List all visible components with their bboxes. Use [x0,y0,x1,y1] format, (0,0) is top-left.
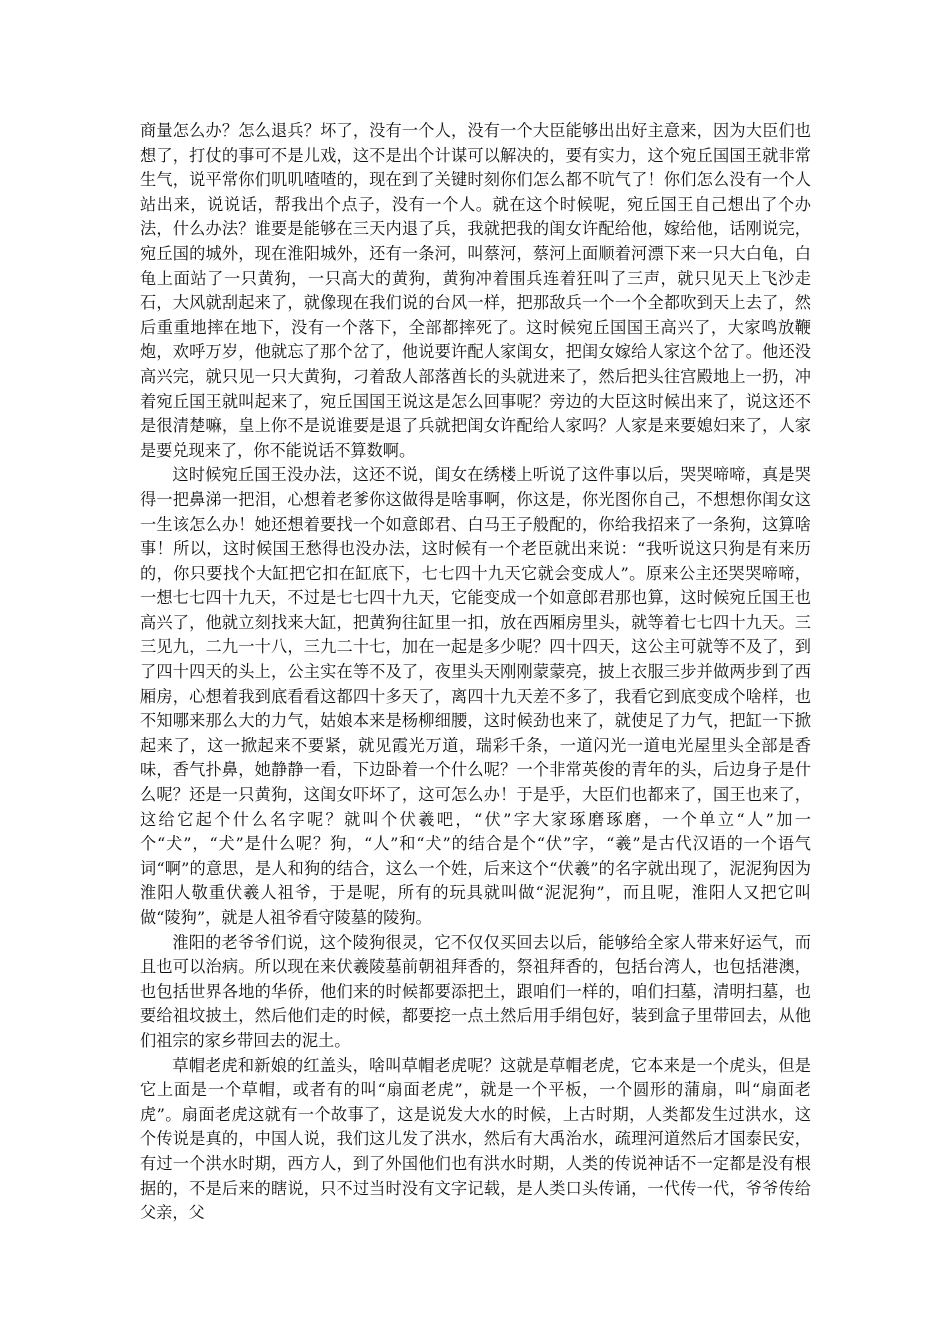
document-body [140,119,811,1226]
paragraph-3: 淮阳的老爷爷们说，这个陵狗很灵，它不仅仅买回去以后，能够给全家人带来好运气，而且也可以治病。所以现在来伏羲陵墓前朝祖拜香的，祭祖拜香的，包括台湾人，也包括港澳，也包括世界各地的华侨，他们来的时候都要添把土，跟咱们一样的，咱们扫墓，清明扫墓，也要给祖坟披土，然后他们走的时候，都要挖一点土然后用手绢包好，装到盒子里带回去，从他们祖宗的家乡带回去的泥土。 [140,932,811,1050]
paragraph-4: 草帽老虎和新娘的红盖头，啥叫草帽老虎呢？这就是草帽老虎，它本来是一个虎头，但是它上面是一个草帽，或者有的叫“扇面老虎”，就是一个平板，一个圆形的蒲扇，叫“扇面老虎”。扇面老虎这就有一个故事了，这是说发大水的时候，上古时期，人类都发生过洪水，这个传说是真的，中国人说，我们这儿发了洪水，然后有大禹治水，疏理河道然后才国泰民安，有过一个洪水时期，西方人，到了外国他们也有洪水时期，人类的传说神话不一定都是没有根据的，不是后来的瞎说，只不过当时没有文字记载，是人类口头传诵，一代传一代，爷爷传给父亲，父 [140,1055,811,1223]
paragraph-1: 商量怎么办？怎么退兵？坏了，没有一个人，没有一个大臣能够出出好主意来，因为大臣们也想了，打仗的事可不是儿戏，这不是出个计谋可以解决的，要有实力，这个宛丘国国王就非常生气，说平常你们叽叽喳喳的，现在到了关键时刻你们怎么都不吭气了！你们怎么没有一个人站出来，说说话，帮我出个点子，没有一个人。就在这个时候呢，宛丘国王自己想出了个办法，什么办法？谁要是能够在三天内退了兵，我就把我的闺女许配给他，嫁给他，话刚说完，宛丘国的城外，现在淮阳城外，还有一条河，叫蔡河，蔡河上面顺着河漂下来一只大白龟，白龟上面站了一只黄狗，一只高大的黄狗，黄狗冲着围兵连着狂叫了三声，就只见天上飞沙走石，大风就刮起来了，就像现在我们说的台风一样，把那敌兵一个一个全都吹到天上去了，然后重重地摔在地下，没有一个落下，全部都摔死了。这时候宛丘国国王高兴了，大家鸣放鞭炮，欢呼万岁，他就忘了那个岔了，他说要许配人家闺女，把闺女嫁给人家这个岔了。他还没高兴完，就只见一只大黄狗，刁着敌人部落酋长的头就进来了，然后把头往宫殿地上一扔，冲着宛丘国王就叫起来了，宛丘国国王说这是怎么回事呢？旁边的大臣这时候出来了，说这还不是很清楚嘛，皇上你不是说谁要是退了兵就把闺女许配给人家吗？人家是来要媳妇来了，人家是要兑现来了，你不能说话不算数啊。 [140,121,811,460]
paragraph-2: 这时候宛丘国王没办法，这还不说，闺女在绣楼上听说了这件事以后，哭哭啼啼，真是哭得一把鼻涕一把泪，心想着老爹你这做得是啥事啊，你这是，你光图你自己，不想想你闺女这一生该怎么办！她还想着要找一个如意郎君、白马王子般配的，你给我招来了一条狗，这算啥事！所以，这时候国王愁得也没办法，这时候有一个老臣就出来说：“我听说这只狗是有来历的，你只要找个大缸把它扣在缸底下，七七四十九天它就会变成人”。原来公主还哭哭啼啼，一想七七四十九天，不过是七七四十九天，它能变成一个如意郎君那也算，这时候宛丘国王也高兴了，他就立刻找来大缸，把黄狗往缸里一扣，放在西厢房里头，就等着七七四十九天。三三见九，二九一十八，三九二十七，加在一起是多少呢？四十四天，这公主可就等不及了，到了四十四天的头上，公主实在等不及了，夜里头天刚刚蒙蒙亮，披上衣服三步并做两步到了西厢房，心想着我到底看看这都四十多天了，离四十九天差不多了，我看它到底变成个啥样，也不知哪来那么大的力气，姑娘本来是杨柳细腰，这时候劲也来了，就使足了力气，把缸一下掀起来了，这一掀起来不要紧，就见霞光万道，瑞彩千条，一道闪光一道电光屋里头全部是香味，香气扑鼻，她静静一看，下边卧着一个什么呢？一个非常英俊的青年的头，后边身子是什么呢？还是一只黄狗，这闺女吓坏了，这可怎么办！于是乎，大臣们也都来了，国王也来了，这给它起个什么名字呢？就叫个伏羲吧，“伏”字大家琢磨琢磨，一个单立“人”加一个“犬”，“犬”是什么呢？狗，“人”和“犬”的结合是个“伏”字，“羲”是古代汉语的一个语气词“啊”的意思，是人和狗的结合，这么一个姓，后来这个“伏羲”的名字就出现了，泥泥狗因为淮阳人敬重伏羲人祖爷，于是呢，所有的玩具就叫做“泥泥狗”，而且呢，淮阳人又把它叫做“陵狗”，就是人祖爷看守陵墓的陵狗。 [140,465,811,927]
